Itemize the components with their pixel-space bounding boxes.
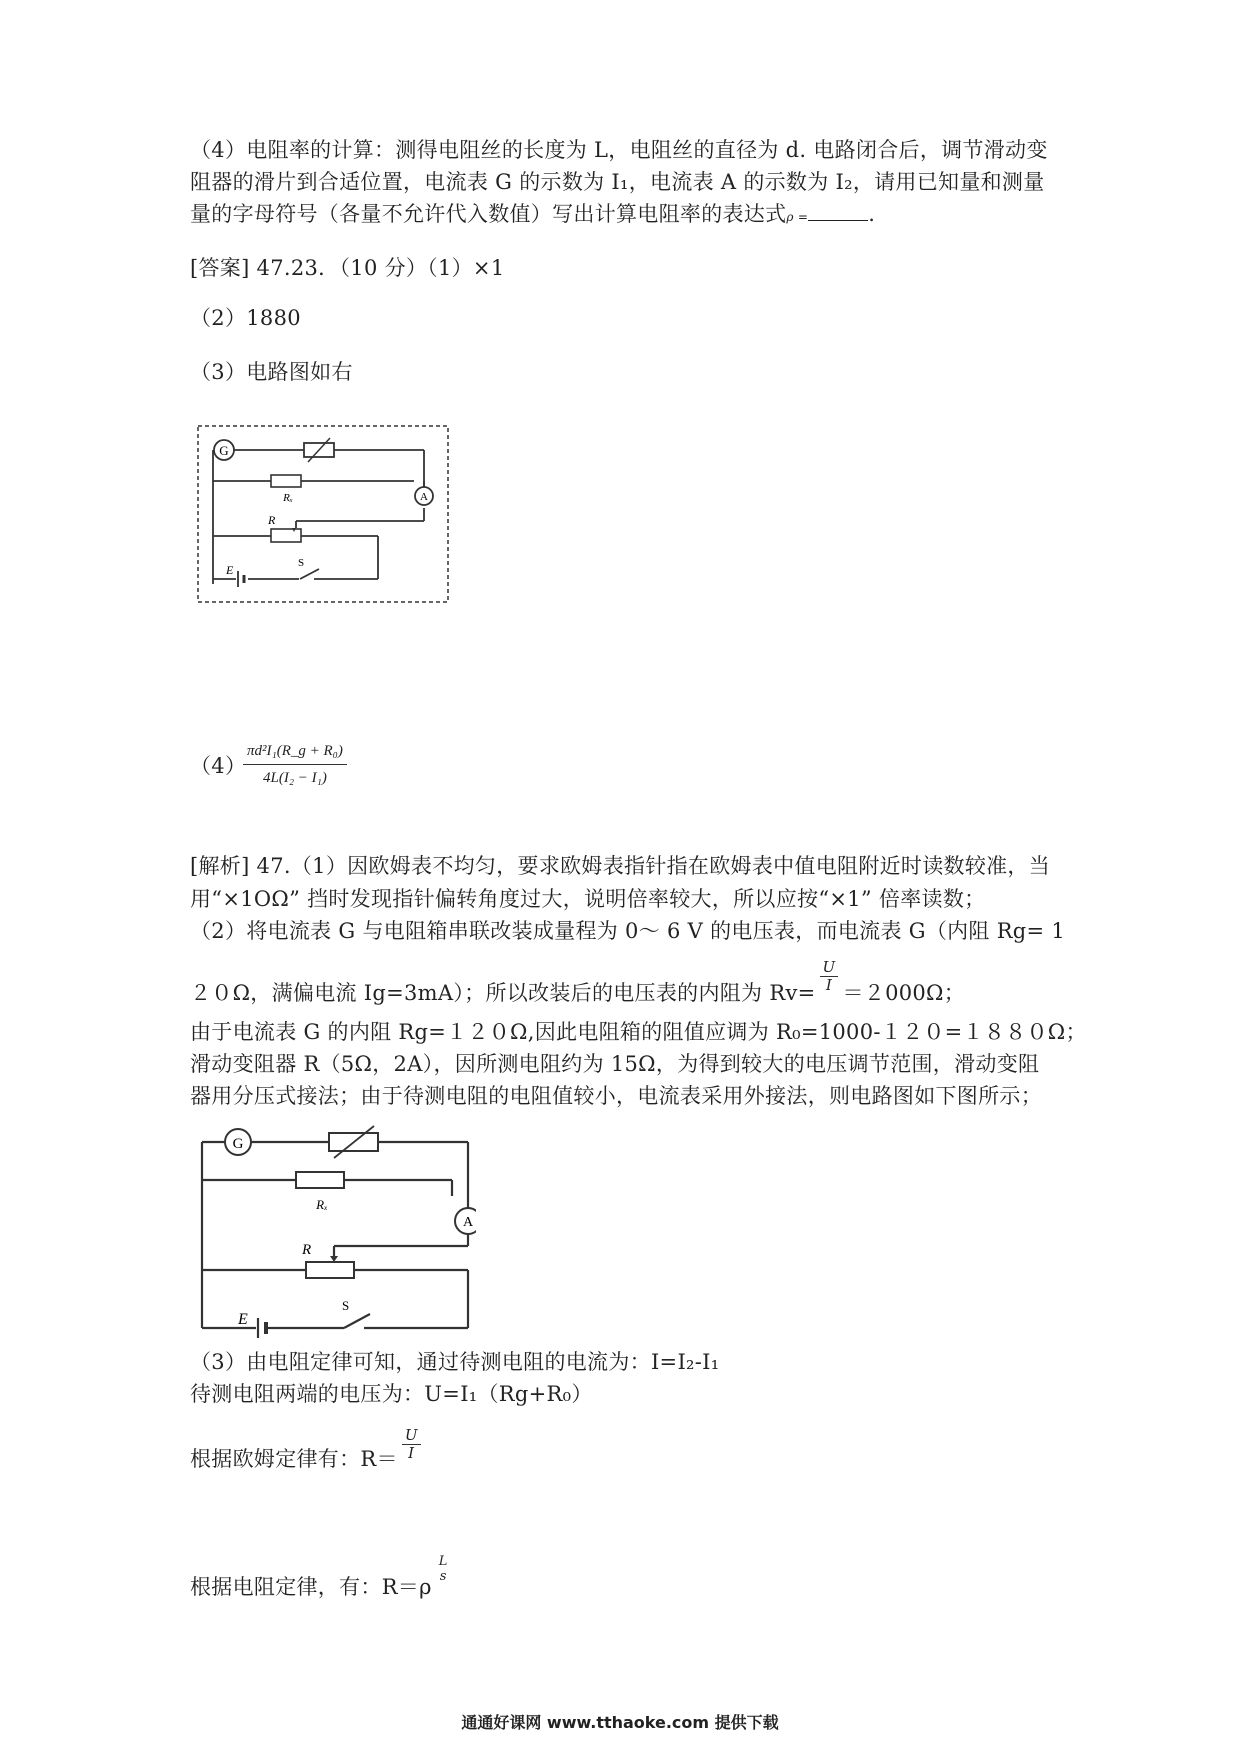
battery-label: E <box>226 563 234 577</box>
analysis-line8: （3）由电阻定律可知，通过待测电阻的电流为：I=I₂-I₁ <box>190 1350 720 1374</box>
analysis-line4-text: ２０Ω，满偏电流 Ig=3mA）；所以改装后的电压表的内阻为 Rv= <box>190 981 816 1005</box>
rho-symbol: ρ = <box>786 210 809 224</box>
question4-line3 <box>190 200 875 231</box>
analysis-line10-text: 根据欧姆定律有：R＝ <box>190 1447 398 1471</box>
rheostat-icon <box>271 529 301 542</box>
analysis-line7: 器用分压式接法；由于待测电阻的电阻值较小，电流表采用外接法，则电路图如下图所示； <box>190 1084 1042 1108</box>
answer-blank <box>808 202 868 221</box>
rheostat-label: R <box>268 513 276 527</box>
switch-label: S <box>298 557 305 569</box>
resistivity-fraction <box>436 1554 451 1584</box>
analysis-line11-text: 根据电阻定律，有：R＝ρ <box>190 1575 432 1599</box>
galvanometer-label: G <box>219 443 229 458</box>
analysis-line1: [解析] 47.（1）因欧姆表不均匀，要求欧姆表指针指在欧姆表中值电阻附近时读数较准，当 <box>190 854 1051 878</box>
resistivity-fraction-num: L <box>438 1553 448 1569</box>
rheostat-label: R <box>302 1242 312 1258</box>
rx-label: Rₓ <box>316 1197 328 1212</box>
ohm-fraction-den: I <box>408 1444 415 1462</box>
circuit-diagram-answer <box>196 424 452 606</box>
battery-label: E <box>238 1311 248 1328</box>
galvanometer-label: G <box>232 1136 244 1152</box>
answer-line1: [答案] 47.23．（10 分）（1）×1 <box>190 256 505 280</box>
analysis-line4 <box>190 958 966 1012</box>
question4-line2: 阻器的滑片到合适位置，电流表 G 的示数为 I₁，电流表 A 的示数为 I₂，请用已知量和测量 <box>190 170 1045 194</box>
analysis-line6: 滑动变阻器 R（5Ω，2A），因所测电阻约为 15Ω，为得到较大的电压调节范围，滑动变阻 <box>190 1052 1040 1076</box>
analysis-line4-end: ＝２000Ω； <box>842 981 966 1005</box>
formula-denominator: 4L(I₂ − I₁) <box>263 770 327 786</box>
ohm-fraction <box>402 1427 421 1462</box>
ammeter-label: A <box>420 491 428 503</box>
resistivity-fraction-den: s <box>439 1568 447 1584</box>
rx-label: Rₓ <box>283 492 293 504</box>
rx-resistor-icon <box>296 1172 344 1188</box>
ohm-fraction-num: U <box>402 1427 421 1445</box>
rheostat-icon <box>306 1262 354 1278</box>
answer-line3: （3）电路图如右 <box>190 360 353 384</box>
rv-fraction-den: I <box>825 976 833 994</box>
resistivity-formula <box>243 740 347 789</box>
answer-line2: （2）1880 <box>190 306 301 330</box>
switch-label: S <box>342 1298 350 1313</box>
analysis-line10 <box>190 1426 425 1478</box>
page-footer: 通通好课网 www.tthaoke.com 提供下载 <box>461 1713 779 1732</box>
analysis-line5: 由于电流表 G 的内阻 Rg=１２０Ω,因此电阻箱的阻值应调为 R₀=1000-１２０=１８８０Ω； <box>190 1020 1087 1044</box>
analysis-line2: 用“×1OΩ” 挡时发现指针偏转角度过大，说明倍率较大，所以应按“×1” 倍率读数； <box>190 887 986 911</box>
analysis-line9: 待测电阻两端的电压为：U=I₁（Rg+R₀） <box>190 1382 593 1406</box>
formula-numerator: πd²I₁(R_g + R₀) <box>243 740 347 765</box>
analysis-line11 <box>190 1553 455 1604</box>
analysis-line3: （2）将电流表 G 与电阻箱串联改装成量程为 0～ 6 V 的电压表，而电流表 G（内阻 Rg= 1 <box>190 919 1066 943</box>
answer-line4-label: （4） <box>190 754 247 778</box>
rv-fraction-num: U <box>820 959 839 977</box>
circuit-diagram-analysis <box>194 1124 476 1338</box>
rx-resistor-icon <box>271 475 301 487</box>
question4-line1: （4）电阻率的计算：测得电阻丝的长度为 L，电阻丝的直径为 d. 电路闭合后，调节滑动变 <box>190 138 1048 162</box>
rv-fraction <box>820 959 839 994</box>
ammeter-label: A <box>462 1215 474 1230</box>
question4-line3-end: . <box>868 202 876 226</box>
question4-line3-text: 量的字母符号（各量不允许代入数值）写出计算电阻率的表达式 <box>190 202 787 226</box>
